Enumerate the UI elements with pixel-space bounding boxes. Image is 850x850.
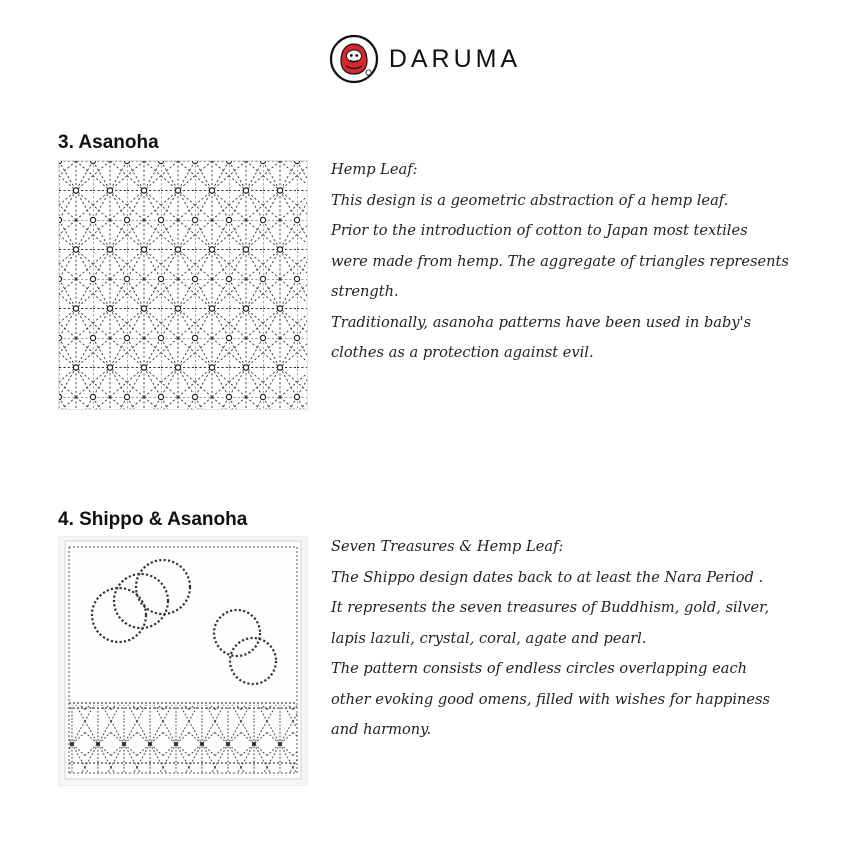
asanoha-pattern-image — [58, 160, 308, 410]
desc-line: and harmony. — [331, 721, 432, 738]
shippo-asanoha-description — [331, 532, 841, 746]
desc-line: other evoking good omens, filled with wishes for happiness — [331, 690, 771, 708]
shippo-asanoha-image — [58, 536, 308, 786]
asanoha-description — [331, 155, 841, 369]
desc-line: The Shippo design dates back to at least the Nara Period . — [331, 568, 764, 586]
desc-line: Prior to the introduction of cotton to Japan most textiles — [331, 222, 748, 239]
asanoha-pattern-icon — [59, 161, 307, 409]
desc-line: were made from hemp. The aggregate of triangles represents — [331, 252, 789, 270]
desc-line: The pattern consists of endless circles overlapping each — [331, 660, 748, 677]
desc-line: clothes as a protection against evil. — [331, 344, 594, 361]
header — [0, 34, 850, 84]
desc-line: lapis lazuli, crystal, coral, agate and pearl. — [331, 629, 647, 647]
section-title-asanoha: 3. Asanoha — [58, 132, 159, 153]
brand-name: DARUMA — [388, 44, 522, 73]
desc-line: strength. — [331, 283, 399, 300]
desc-line: Traditionally, asanoha patterns have been used in baby's — [331, 313, 752, 331]
shippo-asanoha-cloth-icon — [59, 537, 307, 785]
desc-line: It represents the seven treasures of Buddhism, gold, silver, — [331, 599, 770, 616]
desc-line: Seven Treasures & Hemp Leaf: — [331, 538, 564, 555]
desc-line: Hemp Leaf: — [331, 161, 418, 178]
section-title-shippo-asanoha: 4. Shippo & Asanoha — [58, 509, 248, 530]
desc-line: This design is a geometric abstraction of a hemp leaf. — [331, 191, 729, 209]
daruma-doll-icon — [329, 34, 379, 84]
